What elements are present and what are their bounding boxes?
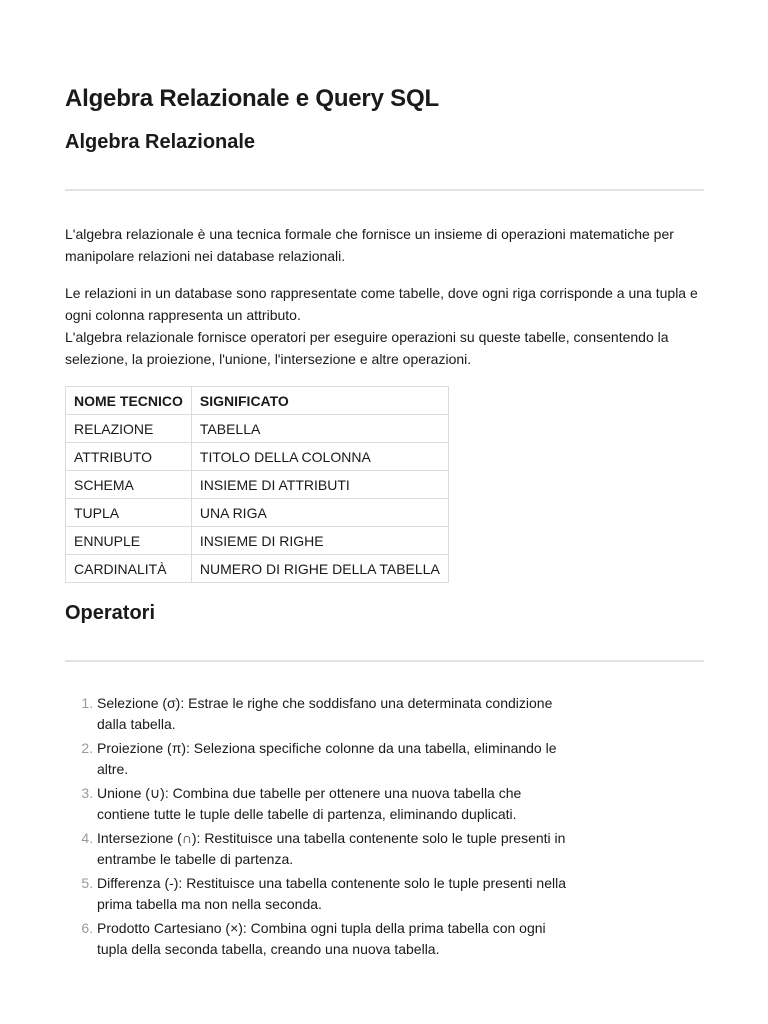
table-row xyxy=(66,471,449,499)
intro-paragraph: L'algebra relazionale è una tecnica formale che fornisce un insieme di operazioni matematiche per manipolare relazioni nei database relazionali. xyxy=(65,226,674,264)
table-cell: CARDINALITÀ xyxy=(66,555,192,583)
table-cell: SCHEMA xyxy=(66,471,192,499)
section-heading-operatori: Operatori xyxy=(65,602,156,624)
table-header-cell: NOME TECNICO xyxy=(66,387,192,415)
table-cell: TUPLA xyxy=(66,499,192,527)
terminology-table xyxy=(65,386,449,583)
table-row xyxy=(66,555,449,583)
table-header-row xyxy=(66,387,449,415)
table-header-cell: SIGNIFICATO xyxy=(191,387,448,415)
table-cell: TITOLO DELLA COLONNA xyxy=(191,443,448,471)
divider xyxy=(65,660,704,662)
list-item: 6. Prodotto Cartesiano (×): Combina ogni tupla della prima tabella con ogni tupla della seconda tabella, creando una nuova tabella. xyxy=(97,918,567,960)
list-item: 3. Unione (∪): Combina due tabelle per ottenere una nuova tabella che contiene tutte le tuple delle tabelle di partenza, eliminando duplicati. xyxy=(97,783,567,825)
table-row xyxy=(66,499,449,527)
relations-paragraph-line1: Le relazioni in un database sono rappresentate come tabelle, dove ogni riga corrisponde a una tupla e ogni colonna rappresenta un attributo. xyxy=(65,285,698,323)
relations-paragraph-line2: L'algebra relazionale fornisce operatori per eseguire operazioni su queste tabelle, consentendo la selezione, la proiezione, l'unione, l'intersezione e altre operazioni. xyxy=(65,329,669,367)
divider xyxy=(65,189,704,191)
table-row xyxy=(66,527,449,555)
list-item: 2. Proiezione (π): Seleziona specifiche colonne da una tabella, eliminando le altre. xyxy=(97,738,567,780)
table-cell: ENNUPLE xyxy=(66,527,192,555)
list-item: 5. Differenza (-): Restituisce una tabella contenente solo le tuple presenti nella prima tabella ma non nella seconda. xyxy=(97,873,567,915)
table-cell: NUMERO DI RIGHE DELLA TABELLA xyxy=(191,555,448,583)
list-item: 1. Selezione (σ): Estrae le righe che soddisfano una determinata condizione dalla tabella. xyxy=(97,693,567,735)
table-cell: UNA RIGA xyxy=(191,499,448,527)
section-heading-algebra: Algebra Relazionale xyxy=(65,131,256,153)
table-row xyxy=(66,443,449,471)
operators-list xyxy=(65,693,567,960)
table-cell: ATTRIBUTO xyxy=(66,443,192,471)
relations-paragraph xyxy=(65,282,704,370)
page-title: Algebra Relazionale e Query SQL xyxy=(65,85,439,112)
table-cell: RELAZIONE xyxy=(66,415,192,443)
table-cell: TABELLA xyxy=(191,415,448,443)
list-item: 4. Intersezione (∩): Restituisce una tabella contenente solo le tuple presenti in entrambe le tabelle di partenza. xyxy=(97,828,567,870)
table-row xyxy=(66,415,449,443)
table-cell: INSIEME DI ATTRIBUTI xyxy=(191,471,448,499)
table-cell: INSIEME DI RIGHE xyxy=(191,527,448,555)
